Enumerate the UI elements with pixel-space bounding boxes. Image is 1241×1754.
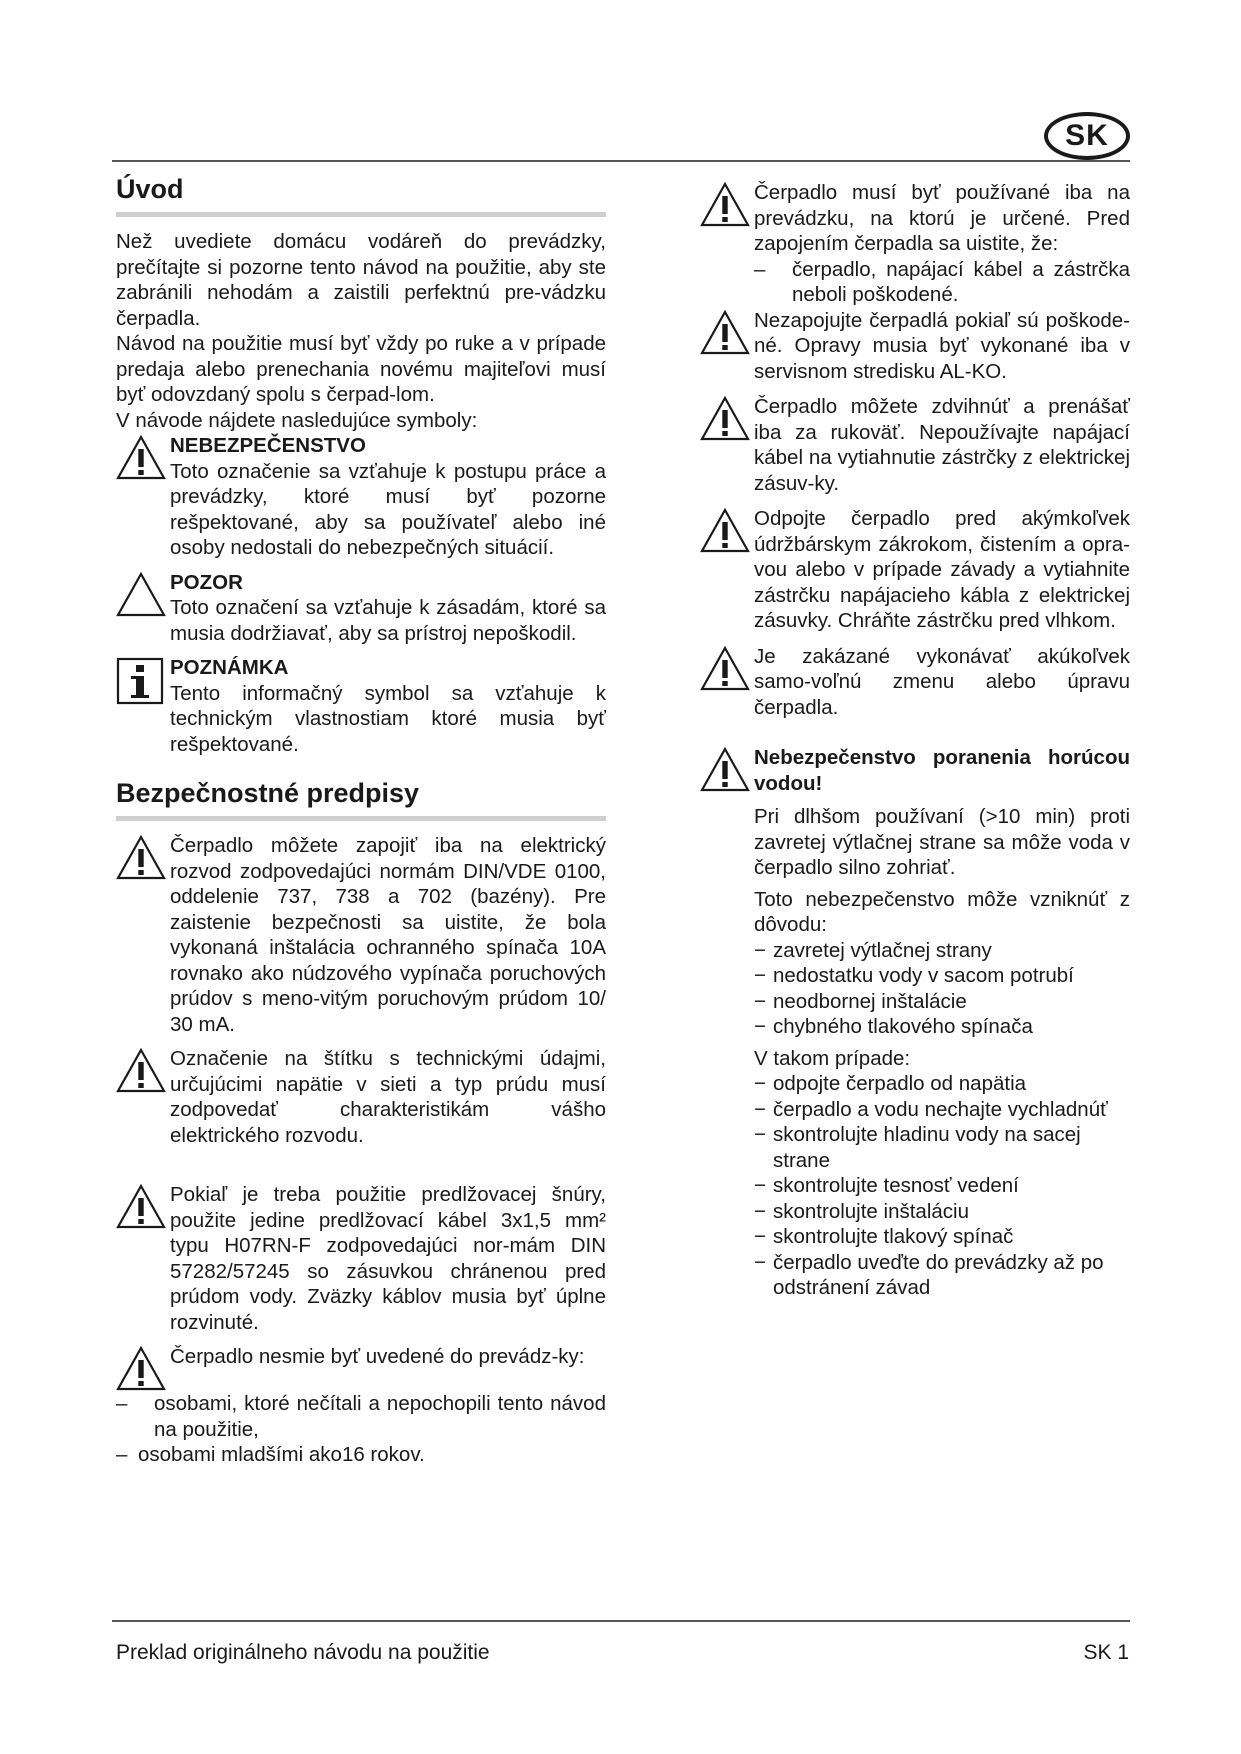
safety-block-1 [116,833,606,1037]
hot-water-paragraph-3: V takom prípade: [754,1046,911,1070]
list-item-text: čerpadlo uveďte do prevádzky až po odstránení závad [773,1250,1104,1299]
right-block-5 [700,644,1130,721]
danger-symbol-block [116,433,606,561]
intro-paragraph-3: V návode nájdete nasledujúce symboly: [116,408,478,432]
caution-label: POZOR [170,570,243,594]
list-item-text: čerpadlo a vodu nechajte vychladnúť [773,1097,1108,1121]
list-item [754,1250,1130,1301]
right-column [700,180,1130,1301]
info-icon [116,657,170,705]
right-text-1: Čerpadlo musí byť používané iba na prevádzku, na ktorú je určené. Pred zapojením čerpadla sa uistite, že: [754,181,1130,255]
right-list-item [754,257,1130,308]
warning-exclamation-icon [700,508,754,553]
list-item [754,963,1130,989]
list-item-text: skontrolujte hladinu vody na sacej strane [773,1123,1081,1172]
right-text-5: Je zakázané vykonávať akúkoľvek samo-voľnú zmenu alebo úpravu čerpadla. [754,644,1130,719]
warning-exclamation-icon [700,396,754,441]
safety-title: Bezpečnostné predpisy [116,778,420,808]
list-marker: − [754,1072,766,1095]
list-marker: − [754,1015,766,1038]
danger-label: NEBEZPEČENSTVO [170,434,366,457]
hot-water-paragraph-1: Pri dlhšom používaní (>10 min) proti zavretej výtlačnej strane sa môže voda v čerpadlo silno zohriať. [754,805,1130,879]
warning-exclamation-icon [116,1184,170,1229]
list-item [754,1071,1130,1097]
safety-block-4 [116,1344,606,1391]
list-marker: − [754,1199,766,1223]
footer-rule [112,1620,1130,1622]
note-label: POZNÁMKA [170,656,289,679]
safety-list-item [116,1442,606,1468]
list-item [754,1199,1130,1225]
warning-exclamation-icon [700,310,754,355]
warning-exclamation-icon [700,646,754,691]
list-marker: − [754,1250,766,1274]
list-marker: − [754,1174,766,1197]
list-item [754,938,1130,964]
actions-list [754,1071,1130,1301]
right-block-2 [700,308,1130,385]
note-text: Tento informačný symbol sa vzťahuje k technickým vlastnostiam ktoré musia byť rešpektované. [170,681,606,756]
list-item-text: skontrolujte tlakový spínač [773,1225,1014,1248]
left-column [116,172,606,1468]
list-marker: − [754,1225,766,1248]
warning-exclamation-icon [116,1048,170,1093]
list-marker: − [754,1097,766,1121]
safety-block-3 [116,1182,606,1335]
caution-symbol-block [116,570,606,647]
safety-text-3: Pokiaľ je treba použitie predlžovacej šnúry, použite jedine predlžovací kábel 3x1,5 mm² typu H07RN-F zodpovedajúci nor-mám DIN 57282/57245 so zásuvkou chránenou pred prúdom vody. Zväzky káblov musia byť úplne rozvinuté. [170,1183,606,1334]
warning-exclamation-icon [116,1346,170,1391]
footer-title: Preklad originálneho návodu na použitie [116,1641,490,1664]
danger-text: Toto označenie sa vzťahuje k postupu práce a prevádzky, ktoré musí byť pozorne rešpektované, aby sa používateľ alebo iné osoby nedostali do nebezpečných situácií. [170,459,606,559]
list-item [754,989,1130,1015]
language-badge: SK [1044,112,1130,160]
list-marker: − [754,1123,766,1146]
dash-marker: – [116,1392,128,1415]
list-marker: − [754,989,766,1013]
safety-text-1: Čerpadlo môžete zapojiť iba na elektrický rozvod zodpovedajúci normám DIN/VDE 0100, oddelenie 737, 738 a 702 (bazény). Pre zaistenie bezpečnosti sa uistite, že bola vykonaná inštalácia ochranného spínača 10A rovnako ako núdzového vypínača poruchových prúdov s meno-vitým poruchovým prúdom 10/ 30 mA. [170,834,606,1036]
intro-paragraph-2: Návod na použitie musí byť vždy po ruke a v prípade predaja alebo prenechania novému majiteľovi musí byť odovzdaný spolu s čerpad-lom. [116,332,606,406]
causes-list [754,938,1130,1040]
warning-exclamation-icon [116,435,170,480]
list-item [754,1224,1130,1250]
right-text-2: Nezapojujte čerpadlá pokiaľ sú poškode-né. Opravy musia byť vykonané iba v servisnom stredisku AL-KO. [754,308,1130,383]
safety-list-item-text: osobami, ktoré nečítali a nepochopili tento návod na použitie, [154,1392,606,1441]
list-item-text: chybného tlakového spínača [773,1015,1033,1038]
safety-text-4: Čerpadlo nesmie byť uvedené do prevádz-ky: [170,1345,585,1368]
right-list-item-text: čerpadlo, napájací kábel a zástrčka neboli poškodené. [792,257,1130,306]
dash-marker: – [116,1443,128,1466]
caution-text: Toto označení sa vzťahuje k zásadám, ktoré sa musia dodržiavať, aby sa prístroj nepoškodil. [170,596,606,645]
safety-block-2 [116,1046,606,1148]
dash-marker: – [754,257,766,281]
note-symbol-block [116,655,606,757]
warning-exclamation-icon [116,835,170,880]
list-item [754,1097,1130,1123]
header-rule [112,160,1130,162]
list-item-text: skontrolujte tesnosť vedení [773,1174,1019,1197]
warning-exclamation-icon [700,182,754,227]
right-block-4 [700,506,1130,634]
intro-paragraph-1: Než uvediete domácu vodáreň do prevádzky, prečítajte si pozorne tento návod na použitie, aby ste zabránili nehodám a zaistili perfektnú pre-vádzku čerpadla. [116,230,606,330]
warning-exclamation-icon [700,747,754,792]
page-number: SK 1 [1083,1641,1129,1664]
list-marker: − [754,964,766,987]
list-item-text: zavretej výtlačnej strany [773,938,992,962]
safety-list-item-text: osobami mladšími ako16 rokov. [138,1443,425,1466]
hot-water-title: Nebezpečenstvo poranenia horúcou vodou! [754,746,1130,795]
list-item-text: nedostatku vody v sacom potrubí [773,964,1074,987]
intro-title-bar [116,212,606,217]
hot-water-paragraph-2: Toto nebezpečenstvo môže vzniknúť z dôvodu: [754,887,1130,936]
right-text-3: Čerpadlo môžete zdvihnúť a prenášať iba za rukoväť. Nepoužívajte napájací kábel na vytiahnutie zástrčky z elektrickej zásuv-ky. [754,395,1130,495]
list-marker: − [754,938,766,962]
hot-water-block [700,745,1130,1301]
list-item [754,1122,1130,1173]
list-item-text: neodbornej inštalácie [773,989,967,1013]
list-item [754,1014,1130,1040]
intro-title: Úvod [116,174,184,204]
right-block-3 [700,394,1130,496]
safety-title-bar [116,816,606,821]
list-item-text: odpojte čerpadlo od napätia [773,1072,1027,1095]
warning-triangle-icon [116,572,170,617]
right-text-4: Odpojte čerpadlo pred akýmkoľvek údržbárskym zákrokom, čistením a opra-vou alebo v prípade závady a vytiahnite zástrčku napájacieho kábla z elektrickej zásuvky. Chráňte zástrčku pred vlhkom. [754,507,1130,632]
list-item [754,1173,1130,1199]
safety-text-2: Označenie na štítku s technickými údajmi, určujúcimi napätie v sieti a typ prúdu musí zodpovedať charakteristikám vášho elektrického rozvodu. [170,1047,606,1147]
safety-list-item [116,1391,606,1442]
list-item-text: skontrolujte inštaláciu [773,1199,969,1223]
right-block-1 [700,180,1130,308]
